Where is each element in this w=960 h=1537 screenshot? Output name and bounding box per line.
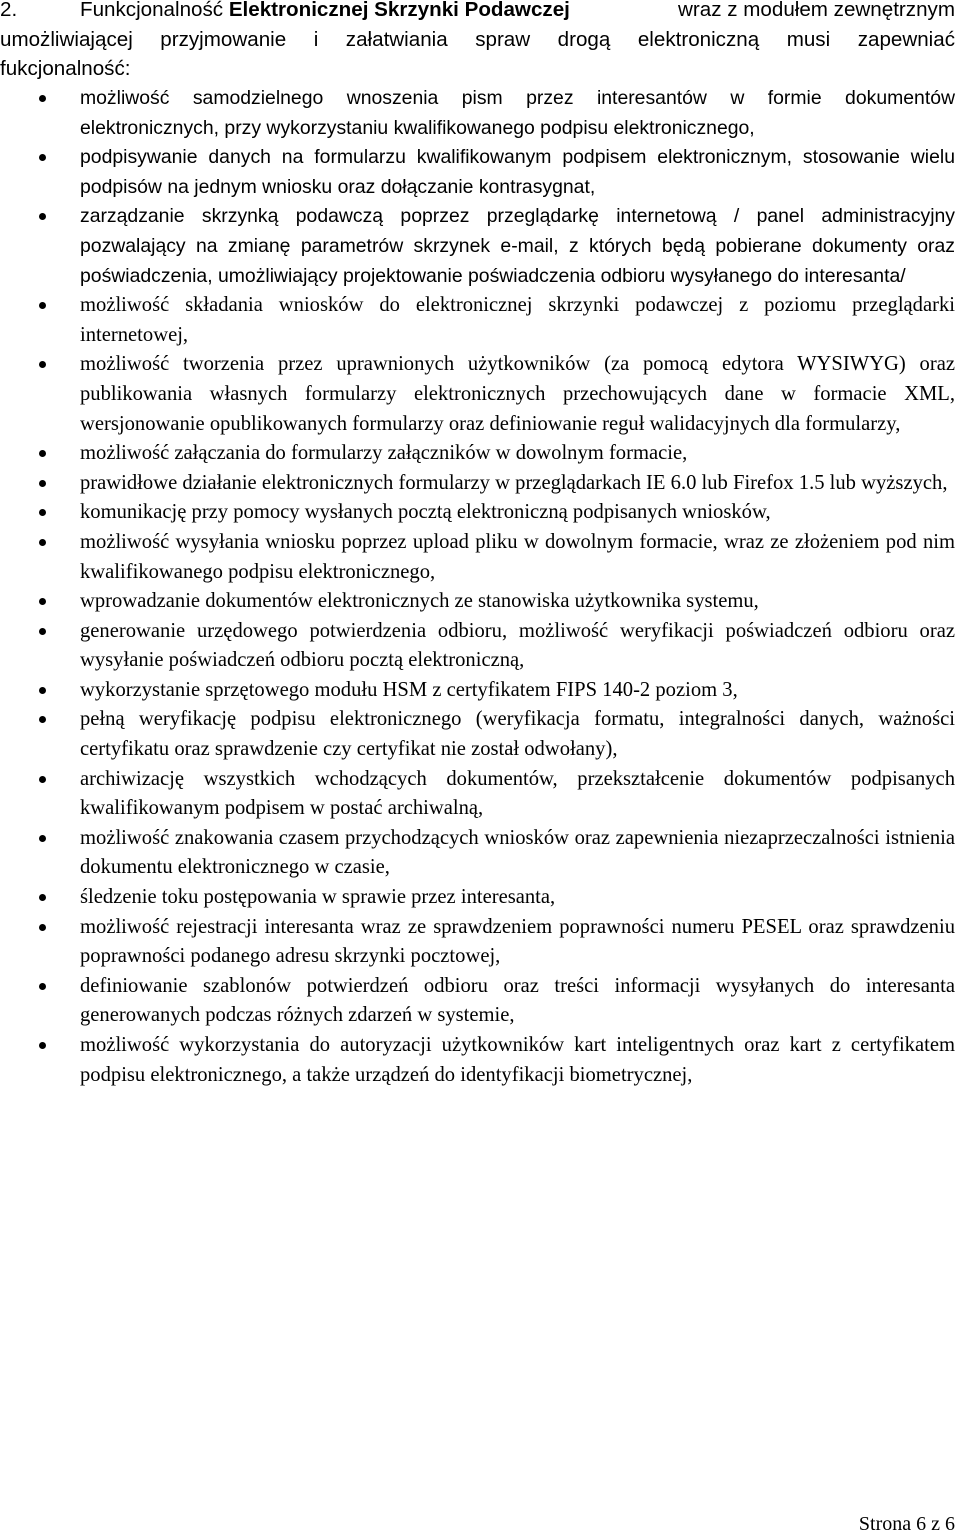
bullet-icon [39, 95, 46, 102]
list-item-text: pełną weryfikację podpisu elektronicznego (weryfikacja formatu, integralności danych, ważności certyfikatu oraz sprawdzenie czy certyfikat nie został odwołany), [80, 708, 955, 761]
bullet-icon [39, 835, 46, 842]
intro-text-after: wraz z modułem zewnętrznym [678, 0, 955, 21]
list-item-text: możliwość tworzenia przez uprawnionych użytkowników (za pomocą edytora WYSIWYG) oraz publikowania własnych formularzy elektronicznych przechowujących dane w formacie XML, wersjonowanie opublikowanych formularzy oraz definiowanie reguł walidacyjnych dla formularzy, [80, 353, 955, 435]
list-item [0, 676, 955, 706]
bullet-icon [39, 539, 46, 546]
intro-third-line: fukcjonalność: [0, 57, 131, 81]
list-item-text: śledzenie toku postępowania w sprawie przez interesanta, [80, 886, 556, 909]
list-item [0, 705, 955, 764]
list-item [0, 765, 955, 824]
list-item [0, 913, 955, 972]
list-item [0, 439, 955, 469]
bullet-icon [39, 776, 46, 783]
list-item-text: generowanie urzędowego potwierdzenia odbioru, możliwość weryfikacji poświadczeń odbioru oraz wysyłanie poświadczeń odbioru pocztą elektroniczną, [80, 619, 955, 672]
list-item [0, 972, 955, 1031]
list-item-text: prawidłowe działanie elektronicznych formularzy w przeglądarkach IE 6.0 lub Firefox 1.5 lub wyższych, [80, 471, 948, 494]
bullet-icon [39, 598, 46, 605]
bullet-icon [39, 894, 46, 901]
bullet-icon [39, 302, 46, 309]
bullet-icon [39, 687, 46, 694]
bullet-icon [39, 480, 46, 487]
list-item [0, 1031, 955, 1090]
list-item [0, 617, 955, 676]
list-item-text: komunikację przy pomocy wysłanych pocztą elektroniczną podpisanych wniosków, [80, 501, 771, 524]
list-item [0, 528, 955, 587]
list-item [0, 469, 955, 499]
bullet-icon [39, 213, 46, 220]
list-item [0, 143, 955, 202]
section-number: 2. [0, 0, 18, 21]
list-item-text: możliwość składania wniosków do elektronicznej skrzynki podawczej z poziomu przeglądarki internetowej, [80, 294, 955, 346]
bullet-icon [39, 509, 46, 516]
list-item-text: archiwizację wszystkich wchodzących dokumentów, przekształcenie dokumentów podpisanych kwalifikowanym podpisem w postać archiwalną, [80, 767, 955, 820]
list-item-text: możliwość wykorzystania do autoryzacji użytkowników kart inteligentnych oraz kart z certyfikatem podpisu elektronicznego, a także urządzeń do identyfikacji biometrycznej, [80, 1034, 955, 1086]
list-item [0, 587, 955, 617]
bullet-icon [39, 1042, 46, 1049]
list-item-text: możliwość samodzielnego wnoszenia pism przez interesantów w formie dokumentów elektronicznych, przy wykorzystaniu kwalifikowanego podpisu elektronicznego, [80, 87, 955, 139]
list-item [0, 883, 955, 913]
list-item-text: wprowadzanie dokumentów elektronicznych ze stanowiska użytkownika systemu, [80, 590, 759, 613]
list-item-text: możliwość znakowania czasem przychodzących wniosków oraz zapewnienia niezaprzeczalności istnienia dokumentu elektronicznego w czasie, [80, 826, 955, 879]
section-intro [0, 0, 955, 84]
bullet-icon [39, 983, 46, 990]
intro-bold-term: Elektronicznej Skrzynki Podawczej [228, 0, 570, 21]
intro-first-segment [0, 0, 570, 25]
list-item [0, 202, 955, 291]
list-item-text: definiowanie szablonów potwierdzeń odbioru oraz treści informacji wysyłanych do interesanta generowanych podczas różnych zdarzeń w systemie, [80, 974, 955, 1027]
list-item [0, 824, 955, 883]
bullet-icon [39, 154, 46, 161]
page-number-footer: Strona 6 z 6 [858, 1513, 955, 1535]
list-item-text: zarządzanie skrzynką podawczą poprzez przeglądarkę internetową / panel administracyjny pozwalający na zmianę parametrów skrzynek e-mail, z których będą pobierane dokumenty oraz poświadczenia, umożliwiający projektowanie poświadczenia odbioru wysyłanego do interesanta/ [80, 205, 955, 287]
list-item-text: podpisywanie danych na formularzu kwalifikowanym podpisem elektronicznym, stosowanie wielu podpisów na jednym wniosku oraz dołączanie kontrasygnat, [80, 146, 955, 198]
bullet-icon [39, 716, 46, 723]
intro-second-line: umożliwiającej przyjmowanie i załatwiania spraw drogą elektroniczną musi zapewniać [0, 27, 955, 51]
list-item [0, 350, 955, 439]
bullet-icon [39, 450, 46, 457]
bullet-icon [39, 628, 46, 635]
list-item-text: możliwość wysyłania wniosku poprzez upload pliku w dowolnym formacie, wraz ze złożeniem pod nim kwalifikowanego podpisu elektronicznego, [80, 530, 955, 583]
intro-first-line [0, 0, 955, 25]
intro-text-before: Funkcjonalność [80, 0, 229, 21]
list-item-text: możliwość załączania do formularzy załączników w dowolnym formacie, [80, 442, 688, 465]
list-item-text: wykorzystanie sprzętowego modułu HSM z certyfikatem FIPS 140-2 poziom 3, [80, 678, 738, 701]
list-item-text: możliwość rejestracji interesanta wraz ze sprawdzeniem poprawności numeru PESEL oraz sprawdzeniu poprawności podanego adresu skrzynki pocztowej, [80, 915, 955, 968]
bullet-icon [39, 361, 46, 368]
list-item [0, 498, 955, 528]
bullet-icon [39, 924, 46, 931]
list-item [0, 84, 955, 143]
list-item [0, 291, 955, 350]
functionality-list [0, 84, 955, 1090]
